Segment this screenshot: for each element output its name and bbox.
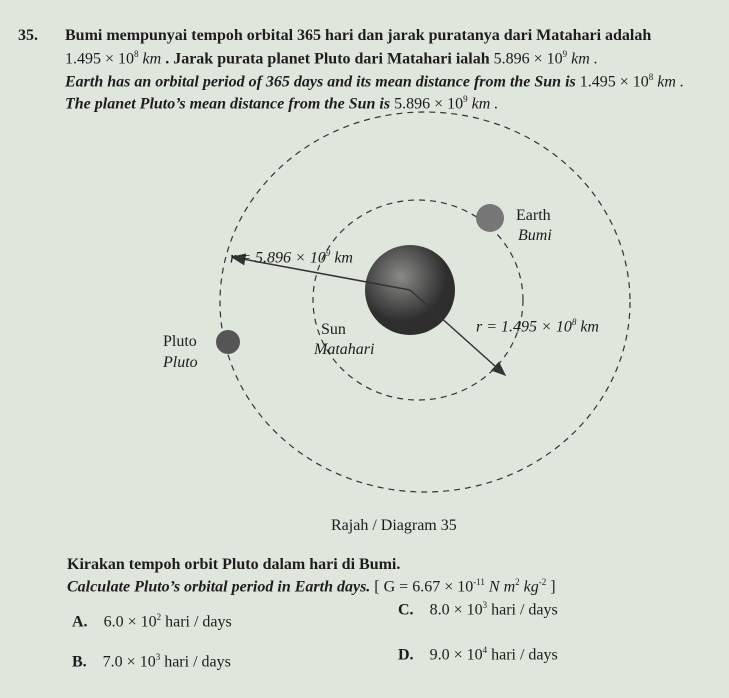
earth-label: Earth [516,207,551,224]
unit: km . [471,95,499,113]
option-letter: A. [72,613,88,631]
sun-label: Sun [321,321,346,338]
exponent: 9 [463,94,468,104]
constant: [ G = 6.67 × 10 [374,578,474,596]
text: Earth has an orbital period of 365 days and its mean distance from the Sun is [65,73,576,91]
exponent: 3 [155,652,161,662]
option-unit: hari / days [164,653,231,671]
unit: km [334,249,353,267]
option-value: 8.0 × 10 [429,601,483,619]
text: The planet Pluto’s mean distance from the Sun is [65,95,391,113]
unit: kg [523,578,539,596]
exponent: 8 [571,317,577,327]
pluto-label-ms: Pluto [163,354,198,371]
text: . Jarak purata planet Pluto dari Matahari ialah [165,50,490,68]
prompt-ms: Kirakan tempoh orbit Pluto dalam hari di Bumi. [67,556,401,573]
exponent: 8 [134,49,139,59]
value: 1.495 × 10 [65,50,135,68]
value: 1.495 × 10 [579,73,649,91]
text: Calculate Pluto’s orbital period in Earth days. [67,578,371,596]
earth-radius-label [476,317,599,336]
option-b[interactable] [72,652,231,671]
exponent: -11 [473,577,485,587]
value: 5.896 × 10 [493,50,563,68]
unit: km [580,318,599,336]
exponent: 9 [562,49,568,59]
pluto-radius-label [230,248,353,267]
option-d[interactable] [398,645,558,664]
earth-label-ms: Bumi [518,227,552,244]
option-value: 7.0 × 10 [102,653,156,671]
option-a[interactable] [72,612,232,631]
option-unit: hari / days [491,646,558,664]
option-unit: hari / days [491,601,558,619]
option-unit: hari / days [165,613,232,631]
exponent: 9 [325,248,331,258]
pluto-label: Pluto [163,333,197,350]
value: 5.896 × 10 [394,95,464,113]
value: r = 5.896 × 10 [230,249,326,267]
value: r = 1.495 × 10 [476,318,572,336]
pluto-icon [216,330,240,354]
sun-label-ms: Matahari [314,341,375,358]
option-value: 9.0 × 10 [429,646,483,664]
earth-icon [476,204,504,232]
unit: km [142,50,162,68]
exponent: 4 [482,645,488,655]
unit: km . [657,73,684,91]
option-letter: C. [398,601,414,619]
option-letter: D. [398,646,414,664]
prompt-en [67,577,556,596]
exponent: 8 [648,72,654,82]
bracket: ] [550,578,556,596]
exponent: -2 [538,577,547,587]
exponent: 3 [482,600,488,610]
exponent: 2 [156,612,162,622]
diagram-caption: Rajah / Diagram 35 [331,517,457,534]
unit: km . [571,50,598,68]
option-c[interactable] [398,600,558,619]
option-value: 6.0 × 10 [103,613,157,631]
option-letter: B. [72,653,87,671]
exponent: 2 [515,577,520,587]
question-line-ms-1: Bumi mempunyai tempoh orbital 365 hari dan jarak puratanya dari Matahari adalah [65,27,652,44]
question-number: 35. [18,27,38,44]
unit: N m [488,578,516,596]
